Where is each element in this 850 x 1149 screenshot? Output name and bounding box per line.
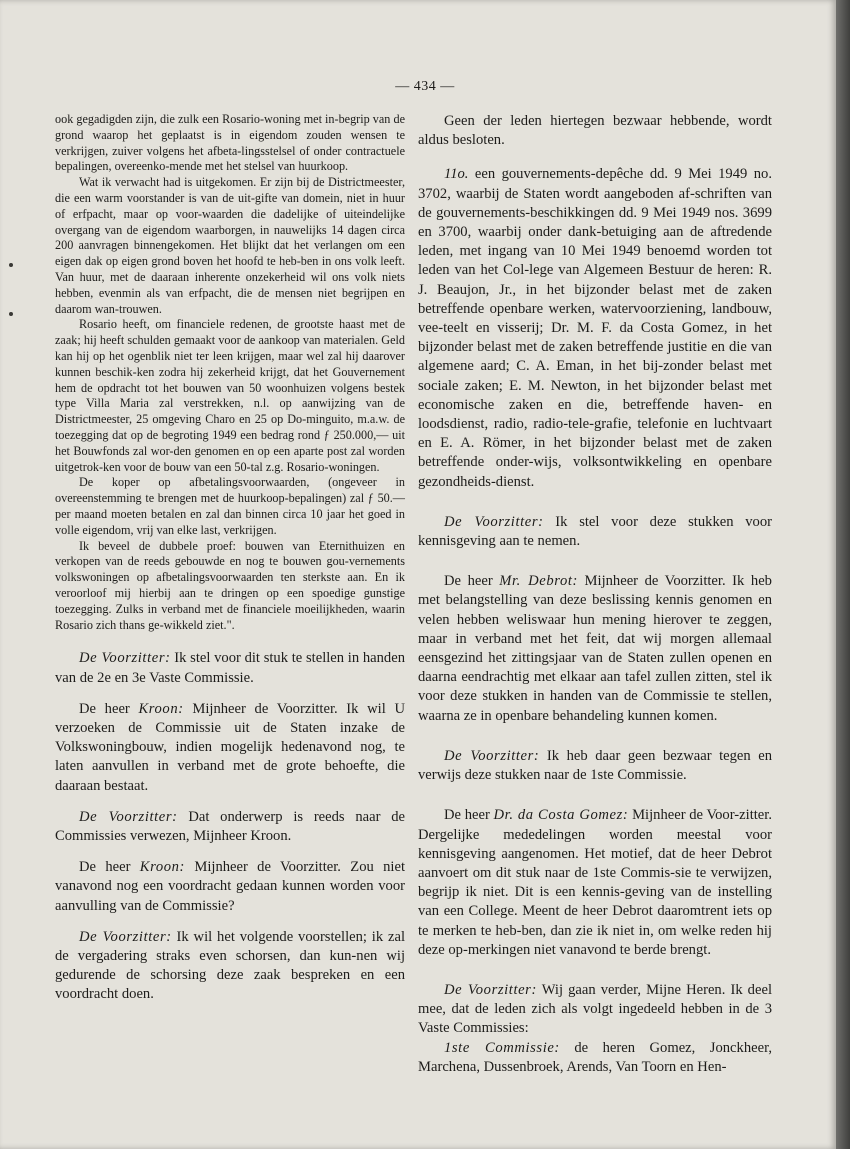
margin-mark [9, 312, 13, 316]
commission-label: 1ste Commissie: [444, 1039, 560, 1056]
margin-mark [9, 263, 13, 267]
decision-paragraph: Geen der leden hiertegen bezwaar hebbende, wordt aldus besloten. [418, 113, 772, 149]
speech-voorzitter-6: De Voorzitter: Wij gaan verder, Mijne Heren. Ik deel mee, dat de leden zich als volgt ingedeeld hebben in de 3 Vaste Commissies: [418, 981, 772, 1037]
quote-paragraph: Ik beveel de dubbele proef: bouwen van Eternithuizen en verkopen van de reeds gebouwde en nog te bouwen gou-vernements volkswoningen op afbetalingsvoorwaarden ten sterkste aan. En ik veroorloof mij hierbij aan te dringen op een spoedige gunstige toezegging. Zulks in verband met de financiele moeilijkheden, waarin Rosario zich thans ge-wikkeld ziet.". [55, 538, 405, 632]
speaker-name: Dr. da Costa Gomez: [493, 807, 629, 824]
speaker-name: Kroon: [139, 859, 186, 876]
speech-voorzitter-1: De Voorzitter: Ik stel voor dit stuk te stellen in handen van de 2e en 3e Vaste Commissie. [55, 650, 405, 686]
commission-list: 1ste Commissie: de heren Gomez, Jonckheer, Marchena, Dussenbroek, Arends, Van Toorn en Hen- [418, 1039, 772, 1075]
right-column [418, 112, 772, 1077]
quote-paragraph: Wat ik verwacht had is uitgekomen. Er zijn bij de Districtmeester, die een warm voorstander is van de uit-gifte van domein, niet in huur of erfpacht, maar op voor-waarden die dadelijke of uiteindelijke overgang van de eigendom waarborgen, in nauwelijks 14 dagen circa 200 aanvragen binnengekomen. Het blijkt dat het verlangen om een eigen dak op eigen grond boven het hoofd te heb-ben in ons volk leeft. Van huur, met de daaraan inherente onzekerheid wil ons volk niets hebben, evenmin als van erfpacht, die de mensen niet begrijpen en daarom wan-trouwen. [55, 175, 405, 316]
speaker-name: Kroon: [138, 700, 184, 717]
speech-voorzitter-3: De Voorzitter: Ik wil het volgende voorstellen; ik zal de vergadering straks even schorsen, dan kun-nen wij gedurende de schorsing deze zaak bespreken en een voordracht doen. [55, 928, 405, 1003]
speech-voorzitter-2: De Voorzitter: Dat onderwerp is reeds naar de Commissies verwezen, Mijnheer Kroon. [55, 808, 405, 844]
left-column [55, 112, 405, 1005]
page-number: — 434 — [395, 79, 455, 94]
agenda-item-11: 11o. een gouvernements-depêche dd. 9 Mei 1949 no. 3702, waarbij de Staten wordt aangeboden af-schriften van de gouvernements-beschikkingen dd. 9 Mei 1949 nos. 3699 en 3700, waarbij onder dank-betuiging aan de aftredende leden, met ingang van 10 Mei 1949 benoemd worden tot leden van het Col-lege van Algemeen Bestuur de heren: R. J. Beaujon, Jr., in het bijzonder belast met de zaken betreffende openbare werken, watervoorziening, landbouw, vee-teelt en visserij; Dr. M. F. da Costa Gomez, in het bijzonder belast met de zaken betreffende justitie en die van algemene aard; C. A. Eman, in het bij-zonder belast met sociale zaken; E. M. Newton, in het bijzonder belast met economische zaken en die, betreffende haven- en loodsdienst, radio, radio-tele-grafie, telefonie en luchtvaart en E. A. Römer, in het bijzonder belast met de zaken betreffende onder-wijs, volksontwikkeling en openbare gezondheids-dienst. [418, 166, 772, 490]
quoted-letter [55, 112, 405, 633]
speech-voorzitter-5: De Voorzitter: Ik heb daar geen bezwaar tegen en verwijs deze stukken naar de 1ste Commissie. [418, 747, 772, 784]
speech-debrot: De heer Mr. Debrot: Mijnheer de Voorzitter. Ik heb met belangstelling van deze beslissing kennis genomen en velen hebben weliswaar hun mening hierover te zeggen, maar in verband met het feit, dat wij morgen allemaal eensgezind het zittingsjaar van de Staten zullen openen en daarna eendrachtig met elkaar aan tafel zullen zitten, stel ik voor deze stukken in handen van de Commissie te stellen, waarna ze in openbare behandeling kunnen komen. [418, 573, 772, 724]
quote-paragraph: De koper op afbetalingsvoorwaarden, (ongeveer in overeenstemming te brengen met de huurkoop-bepalingen) zal ƒ 50.— per maand moeten betalen en zal dan binnen circa 10 jaar het goed in volle eigendom, vrij van elke last, verkrijgen. [55, 475, 405, 537]
speaker-name: De Voorzitter: [444, 747, 540, 764]
speech-kroon-2: De heer Kroon: Mijnheer de Voorzitter. Zou niet vanavond nog een voordracht gedaan kunnen worden voor aanvulling van de Commissie? [55, 859, 405, 914]
speech-da-costa-gomez: De heer Dr. da Costa Gomez: Mijnheer de Voor-zitter. Dergelijke mededelingen worden meestal voor kennisgeving aangenomen. Het motief, dat de heer Debrot aanvoert om dit stuk naar de 1ste Commis-sie te verwijzen, begrijp ik niet. Dit is een kennis-geving van de instelling van een College. Meent de heer Debrot daaromtrent iets op te merken te heb-ben, dan zie ik niet in, om welke reden hij deze op-merkingen niet vanavond te berde brengt. [418, 807, 772, 958]
page-edge [836, 0, 850, 1149]
quote-paragraph: ook gegadigden zijn, die zulk een Rosario-woning met in-begrip van de grond waarop het geplaatst is in eigendom zouden wensen te verkrijgen, zuiver volgens het afbeta-lingsstelsel of onder contractuele bepalingen, overeenko-mende met het stelsel van huurkoop. [55, 112, 405, 174]
speaker-name: Mr. Debrot: [499, 573, 578, 590]
speaker-name: De Voorzitter: [444, 513, 544, 530]
speech-voorzitter-4: De Voorzitter: Ik stel voor deze stukken voor kennisgeving aan te nemen. [418, 513, 772, 550]
item-number: 11o. [444, 166, 469, 183]
speaker-name: De Voorzitter: [444, 981, 537, 998]
speech-kroon-1: De heer Kroon: Mijnheer de Voorzitter. Ik wil U verzoeken de Commissie uit de Staten inzake de Volkswoningbouw, indien mogelijk hedenavond nog, te laten aanvullen in verband met de grote behoefte, die daaraan bestaat. [55, 700, 405, 794]
speaker-name: De Voorzitter: [79, 650, 171, 667]
speaker-name: De Voorzitter: [79, 928, 172, 945]
quote-paragraph: Rosario heeft, om financiele redenen, de grootste haast met de zaak; hij heeft schulden gemaakt voor de aankoop van materialen. Geld kan hij op het ogenblik niet ter leen krijgen, maar wel zal hij daarover kunnen beschik-ken zodra hij zekerheid krijgt, dat het Gouvernement hem de opdracht tot het bouwen van 50 woonhuizen volgens bestek type Villa Maria zal verstrekken, n.l. op aanwijzing van de Districtmeester, 25 omgeving Charo en 25 op Do-minguito, m.a.w. de toezegging dat op de begroting 1949 een bedrag rond ƒ 250.000,— uit het Bouwfonds zal wor-den genomen en op een aparte post zal worden uitgetrok-ken voor de bouw van een 50-tal z.g. Rosario-woningen. [55, 317, 405, 474]
speaker-name: De Voorzitter: [79, 808, 178, 825]
